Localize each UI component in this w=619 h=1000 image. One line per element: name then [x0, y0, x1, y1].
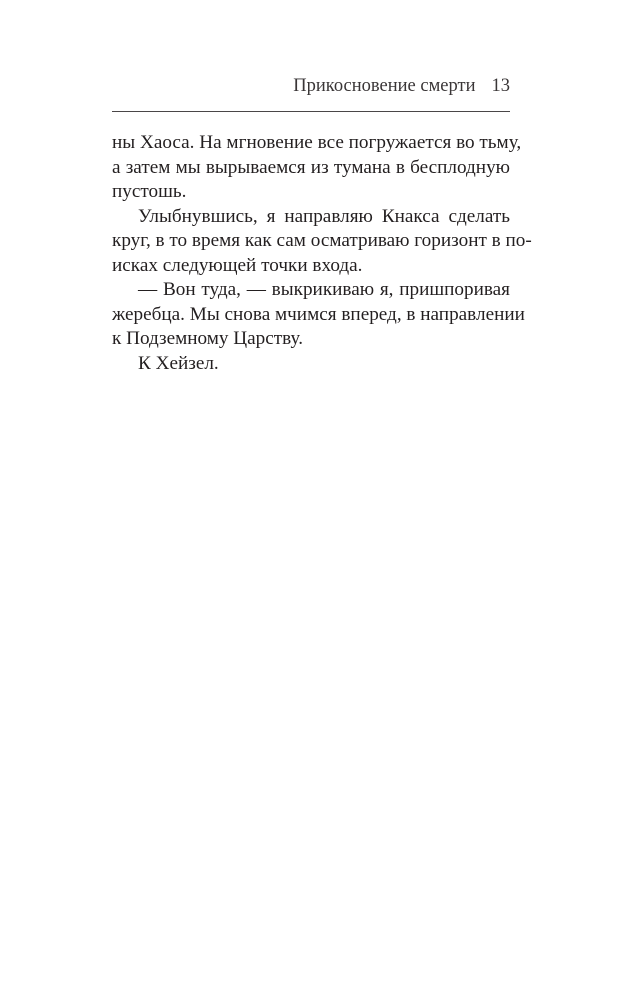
header-rule	[112, 111, 510, 112]
text-line: Улыбнувшись, я направляю Кнакса сделать	[138, 205, 510, 227]
text-line: — Вон туда, — выкрикиваю я, пришпоривая	[138, 279, 510, 300]
text-line: К Хейзел.	[138, 352, 219, 374]
page-number: 13	[491, 76, 510, 96]
body-text	[112, 131, 532, 376]
text-line: а затем мы вырываемся из тумана в бесплодную	[112, 156, 510, 178]
text-line: исках следующей точки входа.	[112, 254, 363, 276]
text-line: к Подземному Царству.	[112, 328, 304, 349]
text-line: жеребца. Мы снова мчимся вперед, в направлении	[112, 303, 525, 325]
text-line: ны Хаоса. На мгновение все погружается во тьму,	[112, 132, 522, 153]
running-head-title: Прикосновение смерти	[293, 76, 476, 96]
text-line: пустошь.	[112, 181, 187, 202]
running-header	[112, 76, 510, 102]
text-line: круг, в то время как сам осматриваю горизонт в по-	[112, 230, 532, 251]
